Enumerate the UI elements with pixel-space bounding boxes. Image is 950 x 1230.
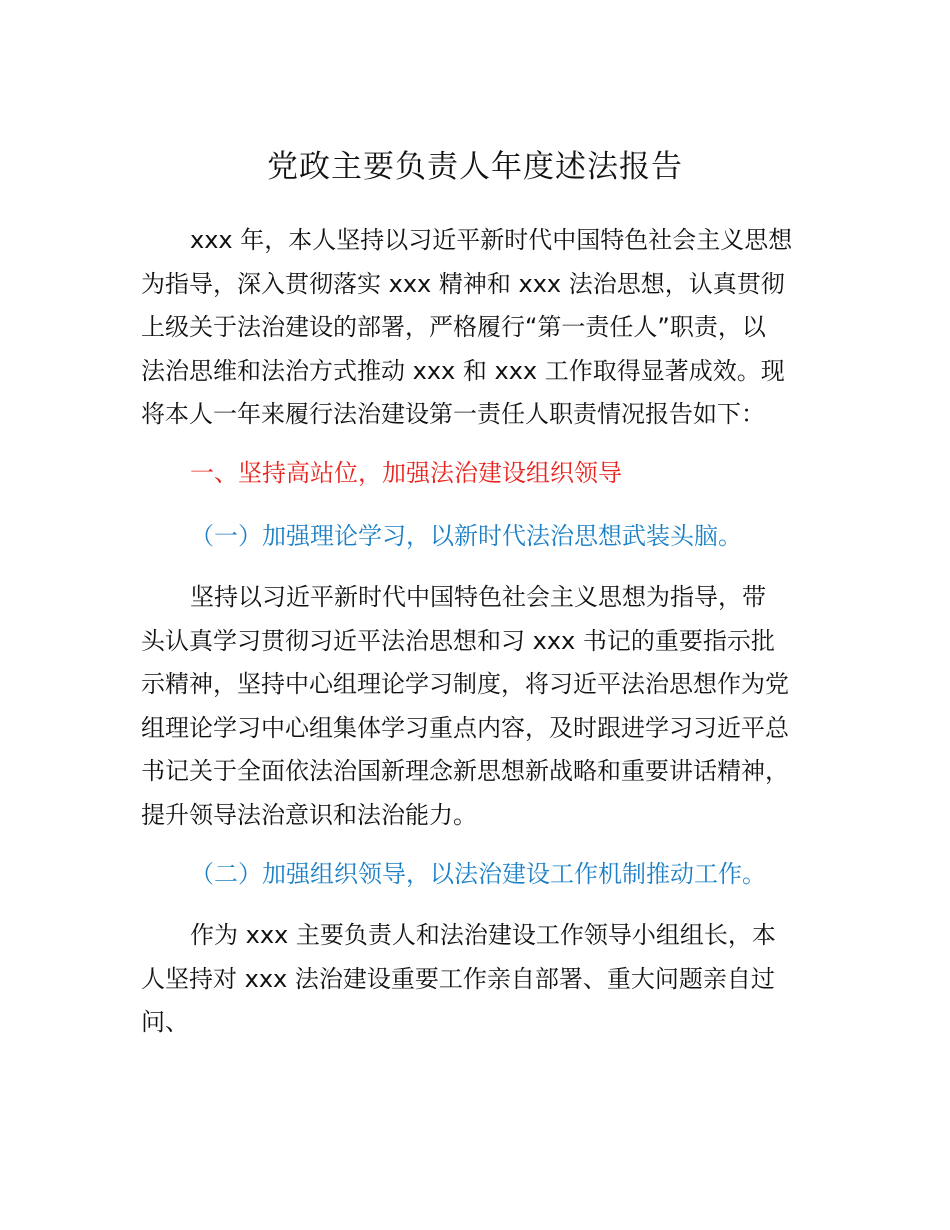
body-line: 书记关于全面依法治国新理念新思想新战略和重要讲话精神， (141, 757, 789, 785)
subsection-heading-1: （一）加强理论学习，以新时代法治思想武装头脑。 (190, 522, 742, 550)
intro-line: 为指导，深入贯彻落实 xxx 精神和 xxx 法治思想，认真贯彻 (141, 269, 785, 298)
body-line: 示精神，坚持中心组理论学习制度，将习近平法治思想作为党 (141, 670, 789, 698)
body-line: 问、 (141, 1008, 189, 1036)
section-heading-1: 一、坚持高站位，加强法治建设组织领导 (190, 459, 622, 487)
intro-line: xxx 年，本人坚持以习近平新时代中国特色社会主义思想 (190, 226, 793, 254)
document-title: 党政主要负责人年度述法报告 (267, 149, 683, 185)
intro-paragraph (141, 219, 816, 437)
subsection-2-paragraph (141, 914, 816, 1045)
intro-line: 将本人一年来履行法治建设第一责任人职责情况报告如下： (141, 400, 765, 428)
intro-line: 法治思维和法治方式推动 xxx 和 xxx 工作取得显著成效。现 (141, 356, 785, 385)
body-line: 组理论学习中心组集体学习重点内容，及时跟进学习习近平总 (141, 713, 789, 742)
body-line: 作为 xxx 主要负责人和法治建设工作领导小组组长，本 (190, 921, 776, 949)
subsection-heading-2: （二）加强组织领导，以法治建设工作机制推动工作。 (190, 860, 766, 888)
intro-line: 上级关于法治建设的部署，严格履行“第一责任人”职责，以 (141, 313, 766, 341)
body-line: 人坚持对 xxx 法治建设重要工作亲自部署、重大问题亲自过 (141, 964, 775, 993)
body-line: 坚持以习近平新时代中国特色社会主义思想为指导，带 (190, 583, 766, 611)
body-line: 头认真学习贯彻习近平法治思想和习 xxx 书记的重要指示批 (141, 626, 775, 655)
subsection-1-paragraph (141, 576, 816, 837)
body-line: 提升领导法治意识和法治能力。 (141, 800, 477, 829)
